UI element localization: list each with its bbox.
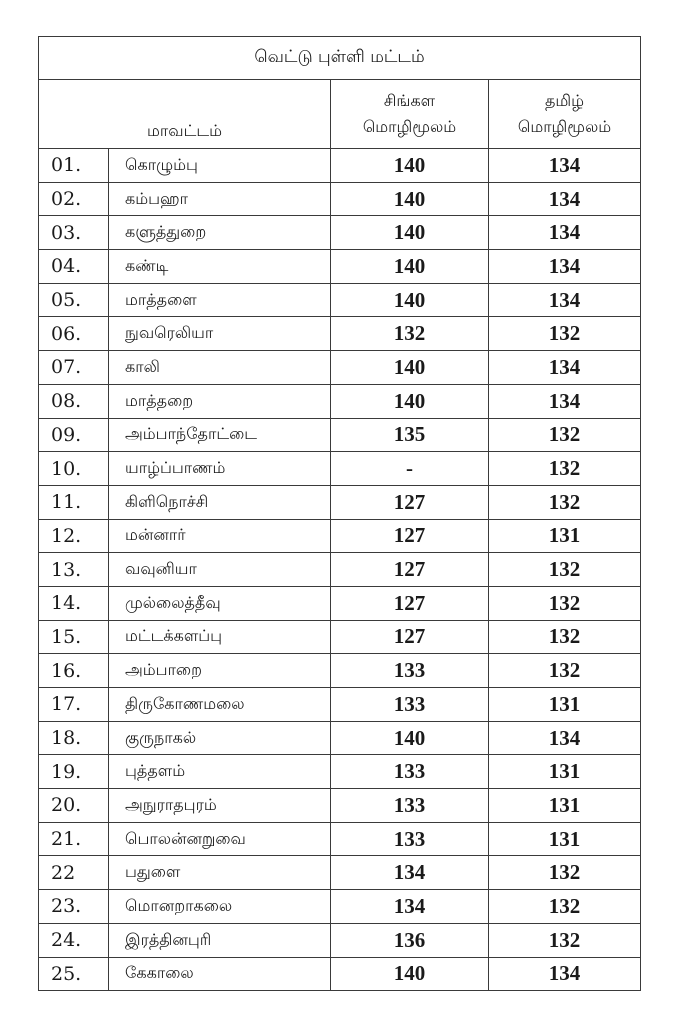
sinhala-cutoff-value: 133	[331, 688, 489, 722]
table-row	[39, 485, 641, 519]
district-name: கண்டி	[109, 250, 331, 284]
row-number: 15.	[39, 620, 109, 654]
district-name: கிளிநொச்சி	[109, 485, 331, 519]
tamil-cutoff-value: 132	[489, 923, 641, 957]
sinhala-cutoff-value: 127	[331, 519, 489, 553]
sinhala-cutoff-value: 133	[331, 755, 489, 789]
tamil-cutoff-value: 131	[489, 688, 641, 722]
tamil-cutoff-value: 132	[489, 654, 641, 688]
sinhala-medium-header	[331, 80, 489, 149]
sinhala-cutoff-value: 140	[331, 351, 489, 385]
sinhala-cutoff-value: 136	[331, 923, 489, 957]
table-row	[39, 755, 641, 789]
sinhala-cutoff-value: 140	[331, 149, 489, 183]
table-title: வெட்டு புள்ளி மட்டம்	[39, 37, 641, 80]
district-name: யாழ்ப்பாணம்	[109, 452, 331, 486]
tamil-cutoff-value: 134	[489, 351, 641, 385]
table-row	[39, 890, 641, 924]
tamil-cutoff-value: 134	[489, 182, 641, 216]
district-name: இரத்தினபுரி	[109, 923, 331, 957]
header-row	[39, 80, 641, 149]
district-name: புத்தளம்	[109, 755, 331, 789]
tamil-cutoff-value: 134	[489, 957, 641, 991]
tamil-cutoff-value: 134	[489, 250, 641, 284]
table-row	[39, 923, 641, 957]
district-name: மன்னார்	[109, 519, 331, 553]
sinhala-cutoff-value: 135	[331, 418, 489, 452]
row-number: 08.	[39, 384, 109, 418]
table-row	[39, 856, 641, 890]
table-row	[39, 351, 641, 385]
sinhala-header-line1: சிங்கள	[383, 91, 436, 110]
tamil-header-line2: மொழிமூலம்	[517, 117, 612, 136]
row-number: 21.	[39, 822, 109, 856]
table-row	[39, 789, 641, 823]
sinhala-cutoff-value: 127	[331, 553, 489, 587]
table-row	[39, 822, 641, 856]
row-number: 23.	[39, 890, 109, 924]
tamil-cutoff-value: 134	[489, 216, 641, 250]
sinhala-cutoff-value: 140	[331, 283, 489, 317]
row-number: 20.	[39, 789, 109, 823]
district-name: பதுளை	[109, 856, 331, 890]
row-number: 10.	[39, 452, 109, 486]
table-row	[39, 182, 641, 216]
row-number: 06.	[39, 317, 109, 351]
table-row	[39, 418, 641, 452]
table-row	[39, 317, 641, 351]
tamil-header-line1: தமிழ்	[544, 91, 585, 110]
district-name: மாத்தளை	[109, 283, 331, 317]
sinhala-cutoff-value: 140	[331, 216, 489, 250]
tamil-cutoff-value: 132	[489, 452, 641, 486]
table-row	[39, 283, 641, 317]
cutoff-table-container	[38, 36, 640, 991]
row-number: 05.	[39, 283, 109, 317]
table-row	[39, 250, 641, 284]
sinhala-cutoff-value: 133	[331, 654, 489, 688]
table-row	[39, 553, 641, 587]
tamil-cutoff-value: 131	[489, 519, 641, 553]
district-name: காலி	[109, 351, 331, 385]
tamil-cutoff-value: 131	[489, 789, 641, 823]
table-row	[39, 721, 641, 755]
table-row	[39, 620, 641, 654]
row-number: 25.	[39, 957, 109, 991]
tamil-cutoff-value: 134	[489, 384, 641, 418]
tamil-medium-header	[489, 80, 641, 149]
district-name: மட்டக்களப்பு	[109, 620, 331, 654]
district-name: வவுனியா	[109, 553, 331, 587]
tamil-cutoff-value: 134	[489, 721, 641, 755]
sinhala-cutoff-value: 140	[331, 721, 489, 755]
district-name: திருகோணமலை	[109, 688, 331, 722]
sinhala-cutoff-value: 134	[331, 856, 489, 890]
district-header: மாவட்டம்	[39, 80, 331, 149]
row-number: 01.	[39, 149, 109, 183]
tamil-cutoff-value: 132	[489, 620, 641, 654]
district-name: களுத்துறை	[109, 216, 331, 250]
sinhala-cutoff-value: 140	[331, 384, 489, 418]
row-number: 12.	[39, 519, 109, 553]
district-name: அநுராதபுரம்	[109, 789, 331, 823]
sinhala-cutoff-value: 140	[331, 957, 489, 991]
district-name: குருநாகல்	[109, 721, 331, 755]
sinhala-cutoff-value: 127	[331, 620, 489, 654]
row-number: 03.	[39, 216, 109, 250]
district-name: முல்லைத்தீவு	[109, 586, 331, 620]
district-name: கொழும்பு	[109, 149, 331, 183]
row-number: 07.	[39, 351, 109, 385]
sinhala-cutoff-value: 140	[331, 182, 489, 216]
tamil-cutoff-value: 131	[489, 755, 641, 789]
table-row	[39, 688, 641, 722]
tamil-cutoff-value: 132	[489, 317, 641, 351]
table-row	[39, 957, 641, 991]
tamil-cutoff-value: 132	[489, 856, 641, 890]
row-number: 22	[39, 856, 109, 890]
sinhala-cutoff-value: 127	[331, 586, 489, 620]
row-number: 17.	[39, 688, 109, 722]
sinhala-header-line2: மொழிமூலம்	[362, 117, 457, 136]
row-number: 19.	[39, 755, 109, 789]
tamil-cutoff-value: 132	[489, 418, 641, 452]
district-name: மொனறாகலை	[109, 890, 331, 924]
row-number: 09.	[39, 418, 109, 452]
tamil-cutoff-value: 132	[489, 485, 641, 519]
district-name: அம்பாந்தோட்டை	[109, 418, 331, 452]
sinhala-cutoff-value: 127	[331, 485, 489, 519]
tamil-cutoff-value: 132	[489, 553, 641, 587]
row-number: 04.	[39, 250, 109, 284]
district-name: நுவரெலியா	[109, 317, 331, 351]
sinhala-cutoff-value: 140	[331, 250, 489, 284]
row-number: 02.	[39, 182, 109, 216]
table-row	[39, 452, 641, 486]
sinhala-cutoff-value: -	[331, 452, 489, 486]
district-name: கம்பஹா	[109, 182, 331, 216]
table-row	[39, 384, 641, 418]
cutoff-table	[38, 36, 641, 991]
row-number: 11.	[39, 485, 109, 519]
table-row	[39, 654, 641, 688]
row-number: 16.	[39, 654, 109, 688]
table-body	[39, 149, 641, 991]
sinhala-cutoff-value: 134	[331, 890, 489, 924]
row-number: 14.	[39, 586, 109, 620]
title-row	[39, 37, 641, 80]
table-row	[39, 216, 641, 250]
table-row	[39, 586, 641, 620]
table-row	[39, 149, 641, 183]
table-row	[39, 519, 641, 553]
district-name: கேகாலை	[109, 957, 331, 991]
tamil-cutoff-value: 132	[489, 890, 641, 924]
tamil-cutoff-value: 132	[489, 586, 641, 620]
tamil-cutoff-value: 131	[489, 822, 641, 856]
sinhala-cutoff-value: 133	[331, 822, 489, 856]
district-name: பொலன்னறுவை	[109, 822, 331, 856]
row-number: 13.	[39, 553, 109, 587]
row-number: 24.	[39, 923, 109, 957]
sinhala-cutoff-value: 133	[331, 789, 489, 823]
sinhala-cutoff-value: 132	[331, 317, 489, 351]
district-name: மாத்தறை	[109, 384, 331, 418]
tamil-cutoff-value: 134	[489, 149, 641, 183]
tamil-cutoff-value: 134	[489, 283, 641, 317]
row-number: 18.	[39, 721, 109, 755]
district-name: அம்பாறை	[109, 654, 331, 688]
